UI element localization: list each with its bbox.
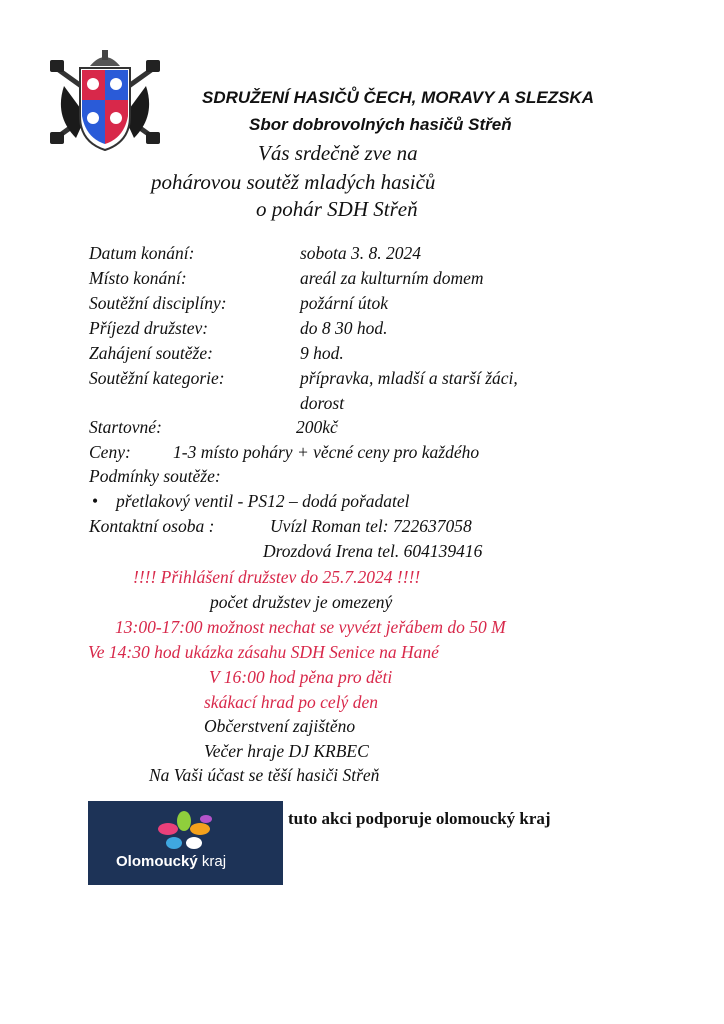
detail-value-date: sobota 3. 8. 2024 <box>300 243 422 263</box>
logo-word-kraj: kraj <box>201 853 227 870</box>
olomoucky-kraj-logo <box>88 801 283 885</box>
demo-note: Ve 14:30 hod ukázka zásahu SDH Senice na Hané <box>88 642 439 662</box>
detail-label-categories: Soutěžní kategorie: <box>89 368 225 388</box>
detail-label-place: Místo konání: <box>89 268 187 288</box>
team-limit-note: počet družstev je omezený <box>210 592 393 612</box>
podminky-item: přetlakový ventil - PS12 – dodá pořadatel <box>116 491 410 511</box>
kontakt-label: Kontaktní osoba : <box>89 516 215 536</box>
detail-label-start: Zahájení soutěže: <box>89 343 213 363</box>
ceny-label: Ceny: <box>89 442 131 462</box>
registration-deadline: !!!! Přihlášení družstev do 25.7.2024 !!!! <box>133 567 421 587</box>
logo-wordmark <box>116 853 226 870</box>
detail-value-disciplines: požární útok <box>300 293 388 313</box>
startovne-value: 200kč <box>296 417 338 437</box>
closing-line: Na Vaši účast se těší hasiči Střeň <box>149 765 380 785</box>
ceny-value: 1-3 místo poháry + věcné ceny pro každého <box>173 442 480 462</box>
crane-note: 13:00-17:00 možnost nechat se vyvézt jeřábem do 50 M <box>115 617 506 637</box>
kontakt-person-2: Drozdová Irena tel. 604139416 <box>263 541 483 561</box>
detail-label-disciplines: Soutěžní disciplíny: <box>89 293 227 313</box>
bouncy-castle-note: skákací hrad po celý den <box>204 692 378 712</box>
detail-value-categories: přípravka, mladší a starší žáci, <box>300 368 518 388</box>
invite-line-3: o pohár SDH Střeň <box>256 197 418 221</box>
foam-note: V 16:00 hod pěna pro děti <box>209 667 393 687</box>
detail-label-arrival: Příjezd družstev: <box>89 318 209 338</box>
startovne-label: Startovné: <box>89 417 162 437</box>
logo-word-olomoucky: Olomoucký <box>116 853 198 870</box>
podminky-label: Podmínky soutěže: <box>89 466 221 486</box>
flower-icon <box>148 809 220 853</box>
kontakt-person-1: Uvízl Roman tel: 722637058 <box>270 516 472 536</box>
bullet-icon: • <box>92 491 99 511</box>
detail-label-date: Datum konání: <box>89 243 195 263</box>
detail-value-start: 9 hod. <box>300 343 344 363</box>
sponsor-text: tuto akci podporuje olomoucký kraj <box>288 809 551 828</box>
invite-line-2: pohárovou soutěž mladých hasičů <box>151 170 436 194</box>
fire-brigade-emblem <box>46 46 164 156</box>
detail-value-place: areál za kulturním domem <box>300 268 484 288</box>
detail-value-arrival: do 8 30 hod. <box>300 318 388 338</box>
organization-name: SDRUŽENÍ HASIČŮ ČECH, MORAVY A SLEZSKA <box>202 88 594 107</box>
sbor-name: Sbor dobrovolných hasičů Střeň <box>249 115 512 134</box>
refreshment-note: Občerstvení zajištěno <box>204 716 356 736</box>
dj-note: Večer hraje DJ KRBEC <box>204 741 369 761</box>
invite-line-1: Vás srdečně zve na <box>258 141 418 165</box>
detail-value-categories-2: dorost <box>300 393 345 413</box>
